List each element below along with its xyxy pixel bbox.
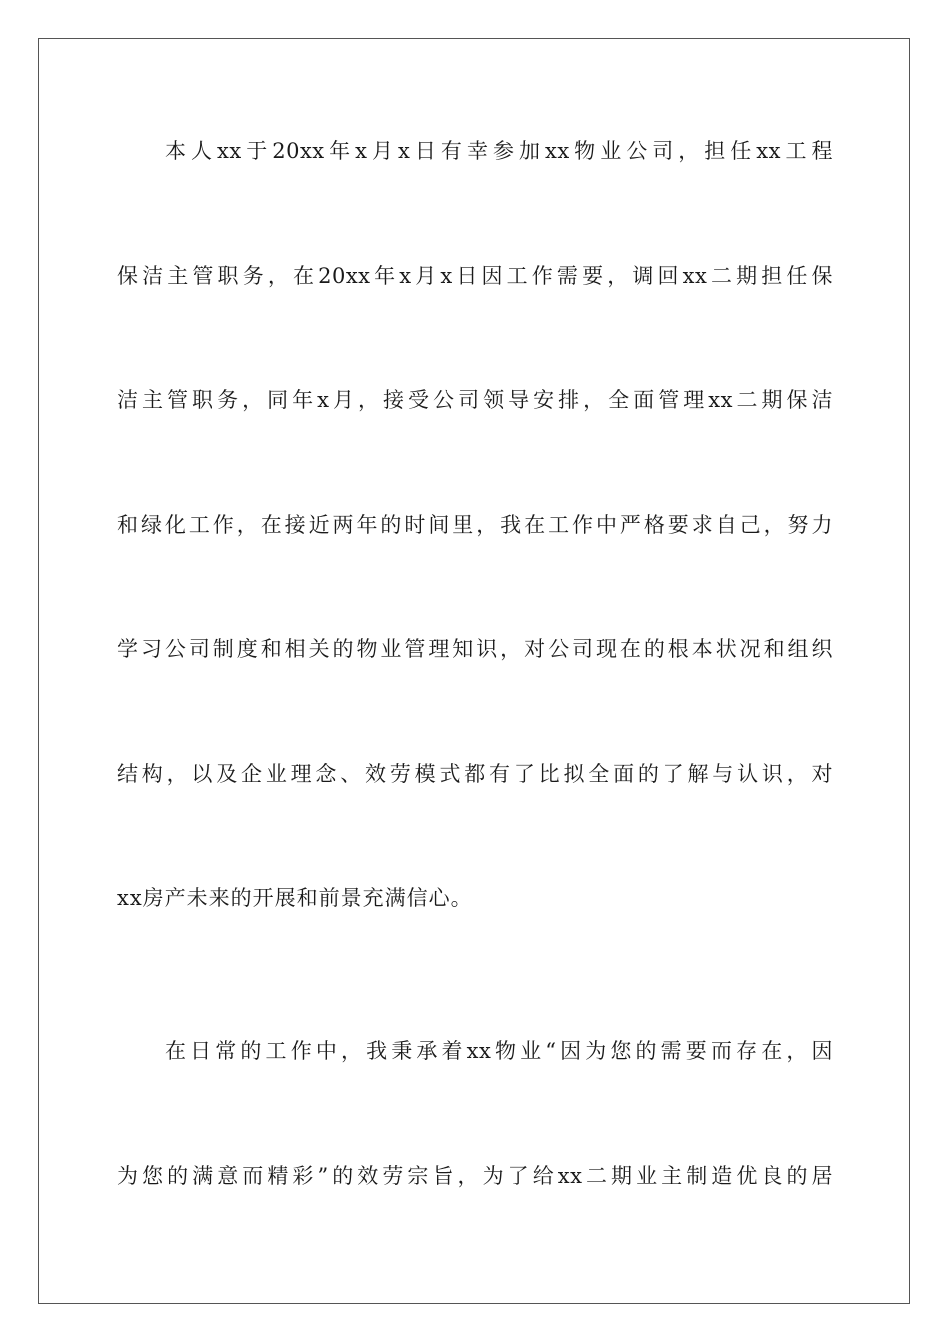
text-line: 在日常的工作中，我秉承着xx物业“因为您的需要而存在，因 (165, 1039, 833, 1063)
page-border (38, 38, 910, 1304)
text-line: 保洁主管职务，在20xx年x月x日因工作需要，调回xx二期担任保 (117, 264, 833, 288)
text-line: 为您的满意而精彩”的效劳宗旨，为了给xx二期业主制造优良的居 (117, 1164, 833, 1188)
text-line: 本人xx于20xx年x月x日有幸参加xx物业公司，担任xx工程 (165, 139, 833, 163)
text-line: 洁主管职务，同年x月，接受公司领导安排，全面管理xx二期保洁 (117, 388, 833, 412)
text-line: 学习公司制度和相关的物业管理知识，对公司现在的根本状况和组织 (117, 637, 833, 661)
text-line: 和绿化工作，在接近两年的时间里，我在工作中严格要求自己，努力 (117, 513, 833, 537)
text-line: xx房产未来的开展和前景充满信心。 (117, 886, 473, 910)
text-line: 结构，以及企业理念、效劳模式都有了比拟全面的了解与认识，对 (117, 762, 833, 786)
